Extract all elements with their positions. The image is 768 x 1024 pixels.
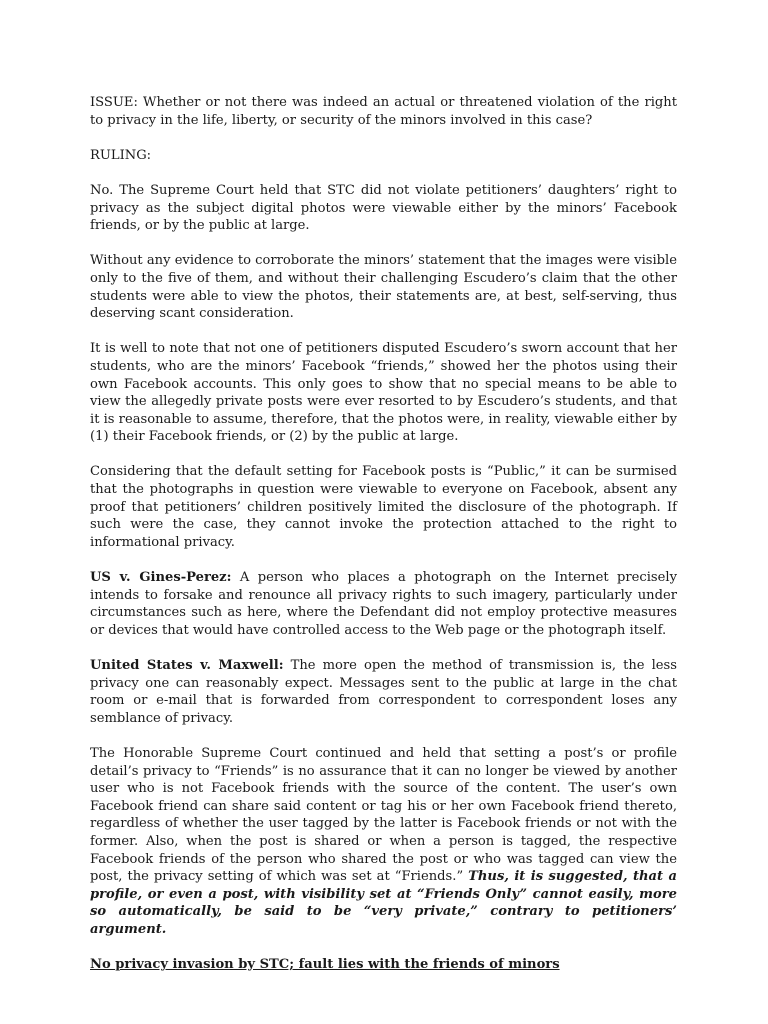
issue-paragraph: ISSUE: Whether or not there was indeed an actual or threatened violation of the right to privacy in the life, liberty, or security of the minors involved in this case?	[90, 95, 677, 128]
section-subheading: No privacy invasion by STC; fault lies with the friends of minors	[90, 957, 560, 973]
ruling-paragraph-1: No. The Supreme Court held that STC did not violate petitioners’ daughters’ right to privacy as the subject digital photos were viewable either by the minors’ Facebook friends, or by the public at large.	[90, 182, 677, 234]
case-gines-perez-name: US v. Gines-Perez:	[90, 570, 232, 586]
ruling-label: RULING:	[90, 147, 152, 163]
ruling-paragraph-4: Considering that the default setting for Facebook posts is “Public,” it can be surmised that the photographs in question were viewable to everyone on Facebook, absent any proof that petitioners’ children positively limited the disclosure of the photograph. If such were the case, they cannot invoke the protection attached to the right to informational privacy.	[90, 464, 677, 550]
case-gines-perez-paragraph	[90, 569, 677, 639]
continued-paragraph	[90, 745, 677, 939]
case-gines-perez-text: A person who places a photograph on the Internet precisely intends to forsake and renounce all privacy rights to such imagery, particularly under circumstances such as here, where the Defendant did not employ protective measures or devices that would have controlled access to the Web page or the photograph itself.	[90, 570, 677, 638]
case-maxwell-paragraph	[90, 657, 677, 727]
case-maxwell-name: United States v. Maxwell:	[90, 658, 284, 673]
ruling-paragraph-3: It is well to note that not one of petitioners disputed Escudero’s sworn account that her students, who are the minors’ Facebook “friends,” showed her the photos using their own Facebook accounts. This only goes to show that no special means to be able to view the allegedly private posts were ever resorted to by Escudero’s students, and that it is reasonable to assume, therefore, that the photos were, in reality, viewable either by (1) their Facebook friends, or (2) by the public at large.	[90, 341, 677, 445]
document-page	[90, 94, 677, 974]
continued-text: The Honorable Supreme Court continued and held that setting a post’s or profile detail’s privacy to “Friends” is no assurance that it can no longer be viewed by another user who is not Facebook friends with the source of the content. The user’s own Facebook friend can share said content or tag his or her own Facebook friend thereto, regardless of whether the user tagged by the latter is Facebook friends or not with the former. Also, when the post is shared or when a person is tagged, the respective Facebook friends of the person who shared the post or who was tagged can view the post, the privacy setting of which was set at “Friends.”	[90, 745, 677, 885]
ruling-paragraph-2: Without any evidence to corroborate the minors’ statement that the images were visible only to the five of them, and without their challenging Escudero’s claim that the other students were able to view the photos, their statements are, at best, self-serving, thus deserving scant consideration.	[90, 253, 677, 322]
case-maxwell-text: The more open the method of transmission is, the less privacy one can reasonably expect. Messages sent to the public at large in the chat room or e-mail that is forwarded from correspondent to correspondent loses any semblance of privacy.	[90, 658, 677, 726]
continued-emphasis: Thus, it is suggested, that a profile, or even a post, with visibility set at “Friends Only” cannot easily, more so automatically, be said to be “very private,” contrary to petitioners’ argument.	[90, 869, 677, 937]
